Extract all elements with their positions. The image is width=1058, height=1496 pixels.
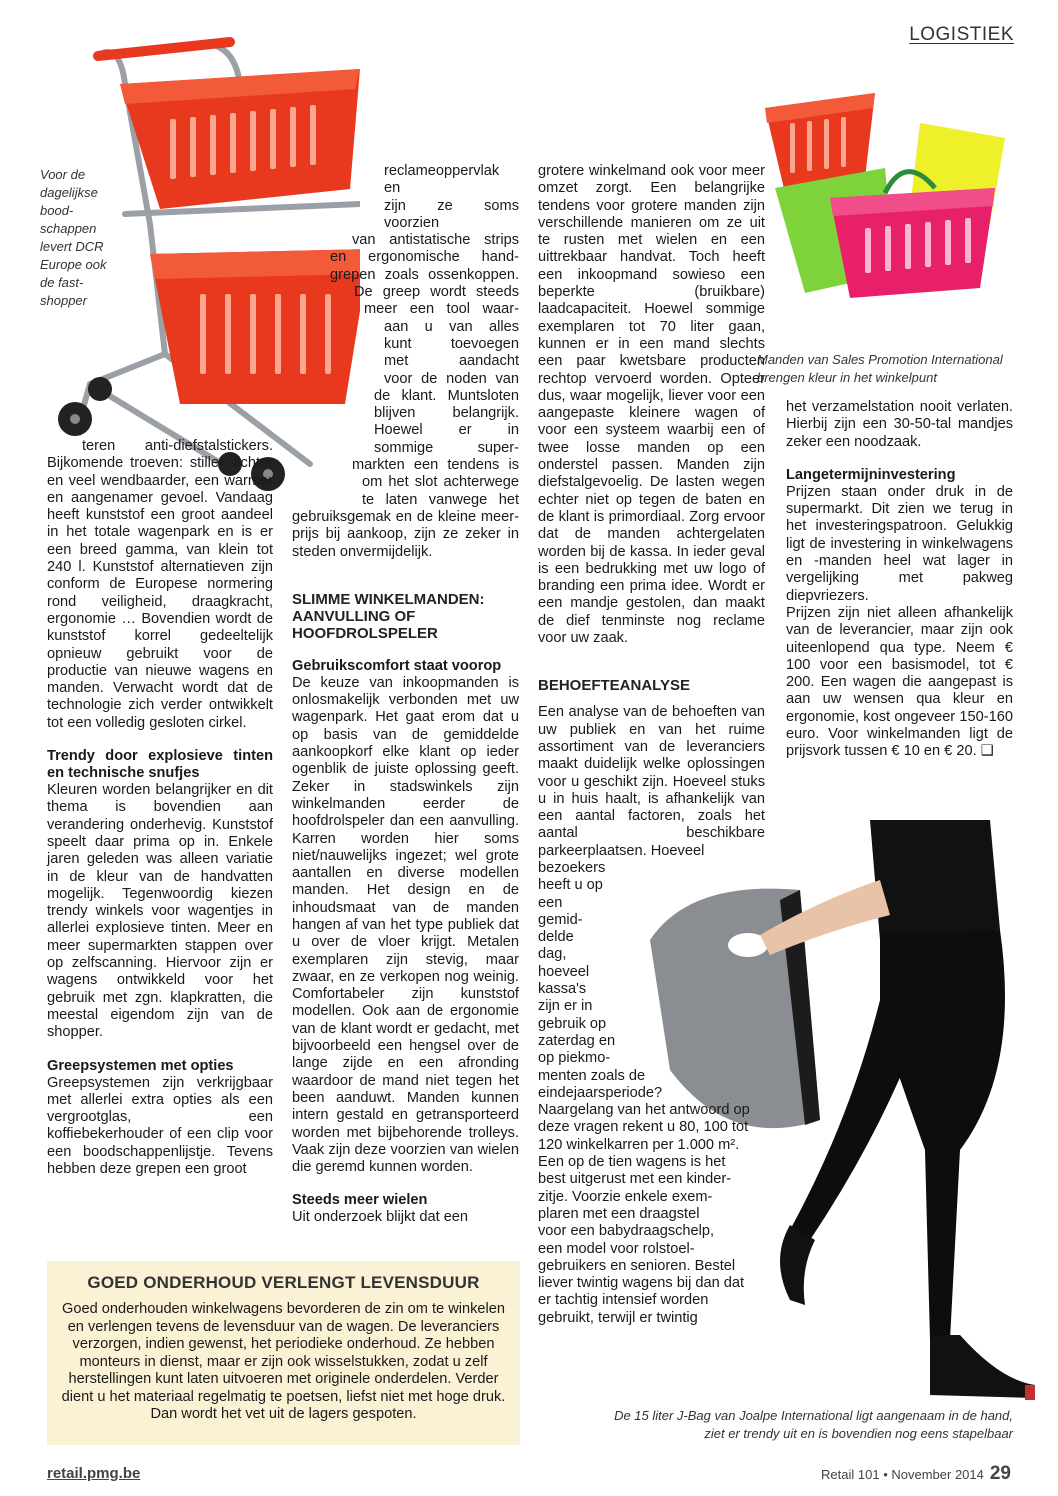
wrap-line: reclameoppervlak en [384, 163, 500, 197]
boxout-title: GOED ONDERHOUD VERLENGT LEVENSDUUR [87, 1273, 480, 1292]
wrap-line: sommige super- [374, 439, 519, 456]
wrap-line: bezoekers [538, 859, 606, 876]
caption-line: dagelijkse [40, 185, 98, 200]
issue-label: Retail 101 • November 2014 [821, 1467, 984, 1482]
col3-paragraph-analyse: Een analyse van de behoeften van uw publiek en van het ruime assortiment van de leveranciers maakt duidelijk welke oplossingen voor u geschikt zijn. Hoeveel stuks u in huis haalt, is afhankelijk van een aantal factoren, zoals het aantal beschikbare parkeerplaatsen. Hoeveel [538, 704, 765, 859]
wrap-line: en ergonomische hand- [330, 249, 519, 266]
col1-intro: teren anti-diefstalstickers. Bijkomende troeven: stiller, lichter en veel wendbaarder, een warmer en aangenamer gevoel. Vandaag heeft kunststof een groot aandeel in het totale wagenpark en is er een breed gamma, van klein tot 240 l. Kunststof alternatieven zijn conform de Europese normering rond veiligheid, draagkracht, ergonomie … Bovendien wordt de kunststof korrel gedeeltelijk opnieuw gebruikt voor de productie van nieuwe wagens en manden. Verwacht wordt dat de technologie zich verder ontwikkelt tot een volledig gesloten cirkel. [47, 438, 273, 731]
wrap-line: met aandacht [384, 353, 519, 370]
col2-subhead-wielen: Steeds meer wielen [292, 1192, 428, 1209]
col1-subhead-trendy: Trendy door explosieve tinten en technische snufjes [47, 748, 273, 782]
wrap-line: heeft u op [538, 877, 603, 894]
cart-caption [40, 166, 120, 310]
wrap-line: zaterdag en [538, 1032, 616, 1049]
col4-paragraph-type: Prijzen zijn niet alleen afhankelijk van de leverancier, maar zijn ook uiteenlopend qua type. Neem € 100 voor een basismodel, tot € 200. Een wagen die aangepast is aan uw wensen qua kleur en ergonomie, kost ongeveer 150-160 euro. Voor winkelmanden ligt de prijsvork tussen € 10 en € 20. ❑ [786, 604, 1013, 760]
wrap-line: prijs bij aankoop, zijn ze zeker in [292, 526, 519, 543]
col2-paragraph-comfort: De keuze van inkoopmanden is onlosmakelijk verbonden met uw wagenpark. Het gaat erom dat u op basis van de gemiddelde aankoopkorf elke klant op ieder ogenblik de juiste oplossing geeft. Zeker in stadswinkels zijn winkelmanden eerder de hoofdrolspeler dan een aanvulling. Karren worden hier soms niet/nauwelijks ingezet; wel grote aantallen en diverse modellen manden. Het design en de inhoudsmaat van de manden hangen af van het type publiek dat u over de vloer krijgt. Metalen exemplaren zijn stevig, maar zwaar, en ze verkopen nog weinig. Comfortabeler zijn kunststof modellen. Ook aan de ergonomie van de klant wordt er gedacht, met bijvoorbeeld een hengsel over de lange zijde en een afronding waardoor de mand niet tegen het been aanduwt. Manden kunnen intern gestald en getransporteerd worden met bijbehorende trolleys. Vaak zijn deze voorzien van wielen die geremd kunnen worden. [292, 674, 519, 1176]
column-1 [47, 438, 273, 1178]
wrap-line: kassa's [538, 981, 587, 998]
caption-line: Europe ook [40, 257, 107, 272]
baskets-caption [757, 351, 1047, 387]
boxout-text: Goed onderhouden winkelwagens bevorderen de zin om te winkelen en verlengen tevens de levensduur van de wagen. De leveranciers verzorgen, indien gewenst, het periodieke onderhoud. Ze hebben monteurs in dienst, maar er zijn ook wisselstukken, zodat u zelf herstellingen kunt laten uitvoeren met originele onderdelen. Verder dient u het materiaal regelmatig te poetsen, liefst niet met hoge druk. Dan wordt het vet uit de lagers gespoten. [61, 1301, 506, 1422]
col3-paragraph-omzet: grotere winkelmand ook voor meer omzet zorgt. Een belangrijke tendens voor grotere manden zijn verschillende manieren om ze uit te rusten met wielen en een uittrekbaar handvat. Toch heeft een inkoopmand sowieso een beperkte (bruikbare) laadcapaciteit. Hoewel sommige exemplaren tot 70 liter gaan, kunnen er in een mand slechts een paar kwetsbare producten rechtop vervoerd worden. Opteer dus, waar mogelijk, liever voor een aangepaste kleinere wagen of voor een systeem waarbij een of twee losse manden op een onderstel passen. Manden zijn diefstalgevoelig. De lasten wegen echter niet op tegen de baten en de klant is primordiaal. Zorg ervoor dat de manden achtergelaten worden bij de kassa. In ieder geval is een bedrukking met uw logo of branding een prima idee. Wordt er een mandje gestolen, dan maakt de dief tenminste nog reclame voor uw zaak. [538, 163, 765, 647]
col1-paragraph-colors: Kleuren worden belangrijker en dit thema is bovendien aan verandering onderhevig. Kunststof speelt daar prima op in. Enkele jaren geleden was alleen variatie in de kleur van de handvatten mogelijk. Tegenwoordig kiezen trendy winkels voor wagentjes in allerlei explosieve tinten. Meer en meer supermarkten stappen over op zelfscanning. Hiervoor zijn er wagens ontwikkeld voor het gebruik met zgn. klapkratten, die meestal eigendom zijn van de shopper. [47, 782, 273, 1041]
caption-line: Manden van Sales Promotion International [757, 352, 1003, 367]
col3-paragraph-aantallen [538, 1102, 765, 1327]
wrap-line: gebruik op [538, 1015, 607, 1032]
caption-line: Voor de [40, 167, 86, 182]
col4-subhead-investering: Langetermijninvestering [786, 466, 956, 483]
wrap-line: menten zoals de [538, 1067, 646, 1084]
wrap-line: markten een tendens is [352, 457, 519, 474]
wrap-line: de klant. Muntsloten [374, 387, 519, 404]
caption-line: shopper [40, 293, 87, 308]
caption-line: levert DCR [40, 239, 104, 254]
column-2 [292, 163, 519, 1227]
wrap-line: steden onvermijdelijk. [292, 543, 433, 560]
col2-headline: SLIMME WINKELMANDEN: AANVULLING OF HOOFDROLSPELER [292, 590, 485, 642]
bag-caption [560, 1407, 1013, 1443]
wrap-line: grepen zoals ossenkoppen. [330, 266, 519, 283]
wrap-line: plaren met een draagstel [538, 1205, 700, 1222]
col3-headline: BEHOEFTEANALYSE [538, 677, 690, 695]
wrap-line: op piekmo- [538, 1050, 611, 1067]
wrap-line: Naargelang van het antwoord op [538, 1102, 750, 1119]
wrap-line: dag, [538, 946, 567, 963]
wrap-line: eindejaarsperiode? [538, 1084, 663, 1101]
col2-subhead-comfort: Gebruikscomfort staat voorop [292, 657, 502, 674]
col4-paragraph-prijzen: Prijzen staan onder druk in de supermarkt. Dit zien we terug in het investeringspatroon. Gelukkig ligt de investering in winkelwagens en -manden heel wat lager in vergelijking met pakweg diepvriezers. [786, 483, 1013, 604]
wrap-line: kunt toevoegen [384, 335, 519, 352]
wrap-line: aan u van alles [384, 318, 519, 335]
column-3 [538, 163, 765, 1327]
caption-line: schappen [40, 221, 97, 236]
maintenance-boxout [47, 1261, 520, 1445]
col2-paragraph-wielen: Uit onderzoek blijkt dat een [292, 1209, 469, 1226]
wrap-line: meer een tool waar- [364, 301, 519, 318]
caption-line: bood- [40, 203, 74, 218]
site-link[interactable]: retail.pmg.be [47, 1465, 141, 1482]
wrap-line: zijn ze soms voorzien [384, 197, 519, 231]
wrap-line: hoeveel [538, 963, 590, 980]
wrap-line: best uitgerust met een kinder- [538, 1171, 732, 1188]
issue-info [821, 1463, 1011, 1485]
section-label: LOGISTIEK [909, 24, 1014, 45]
wrap-line: voor een babydraagschelp, [538, 1223, 715, 1240]
wrap-line: liever twintig wagens bij dan dat [538, 1275, 745, 1292]
col2-wrap-text [292, 163, 519, 561]
wrap-line: gebruiksgemak en de kleine meer- [292, 508, 519, 525]
wrap-line: een model voor rolstoel- [538, 1240, 695, 1257]
caption-line: ziet er trendy uit en is bovendien nog eens stapelbaar [704, 1426, 1013, 1441]
caption-line: De 15 liter J-Bag van Joalpe International ligt aangenaam in de hand, [614, 1408, 1013, 1423]
col3-wrap-text [538, 860, 765, 1102]
wrap-line: deze vragen rekent u 80, 100 tot [538, 1119, 749, 1136]
column-4 [786, 399, 1013, 761]
col1-paragraph-greep: Greepsystemen zijn verkrijgbaar met allerlei extra opties als een vergrootglas, een koffiebekerhouder of een clip voor een boodschappenlijstje. Tevens hebben deze grepen een groot [47, 1074, 273, 1177]
wrap-line: Hoewel er in [374, 422, 519, 439]
wrap-line: om het slot achterwege [362, 474, 519, 491]
wrap-line: van antistatische strips [352, 232, 519, 249]
caption-line: de fast- [40, 275, 84, 290]
wrap-line: gebruikers en senioren. Bestel [538, 1257, 736, 1274]
colorful-baskets-illustration [745, 78, 1025, 348]
wrap-line: zitje. Voorzie enkele exem- [538, 1188, 713, 1205]
wrap-line: te laten vanwege het [362, 491, 519, 508]
wrap-line: De greep wordt steeds [354, 284, 519, 301]
col4-paragraph-verzamel: het verzamelstation nooit verlaten. Hierbij zijn een 30-50-tal mandjes zeker een noodzaak. [786, 399, 1013, 450]
caption-line: brengen kleur in het winkelpunt [757, 370, 937, 385]
wrap-line: er tachtig intensief worden [538, 1292, 709, 1309]
wrap-line: gemid- [538, 911, 583, 928]
col1-subhead-greep: Greepsystemen met opties [47, 1057, 234, 1074]
wrap-line: delde [538, 929, 574, 946]
wrap-line: gebruikt, terwijl er twintig [538, 1309, 698, 1326]
wrap-line: een [538, 894, 563, 911]
wrap-line: voor de noden van [384, 370, 519, 387]
wrap-line: zijn er in [538, 998, 593, 1015]
wrap-line: blijven belangrijk. [374, 405, 519, 422]
page-number: 29 [989, 1463, 1011, 1484]
wrap-line: 120 winkelkarren per 1.000 m². [538, 1136, 740, 1153]
wrap-line: Een op de tien wagens is het [538, 1154, 726, 1171]
